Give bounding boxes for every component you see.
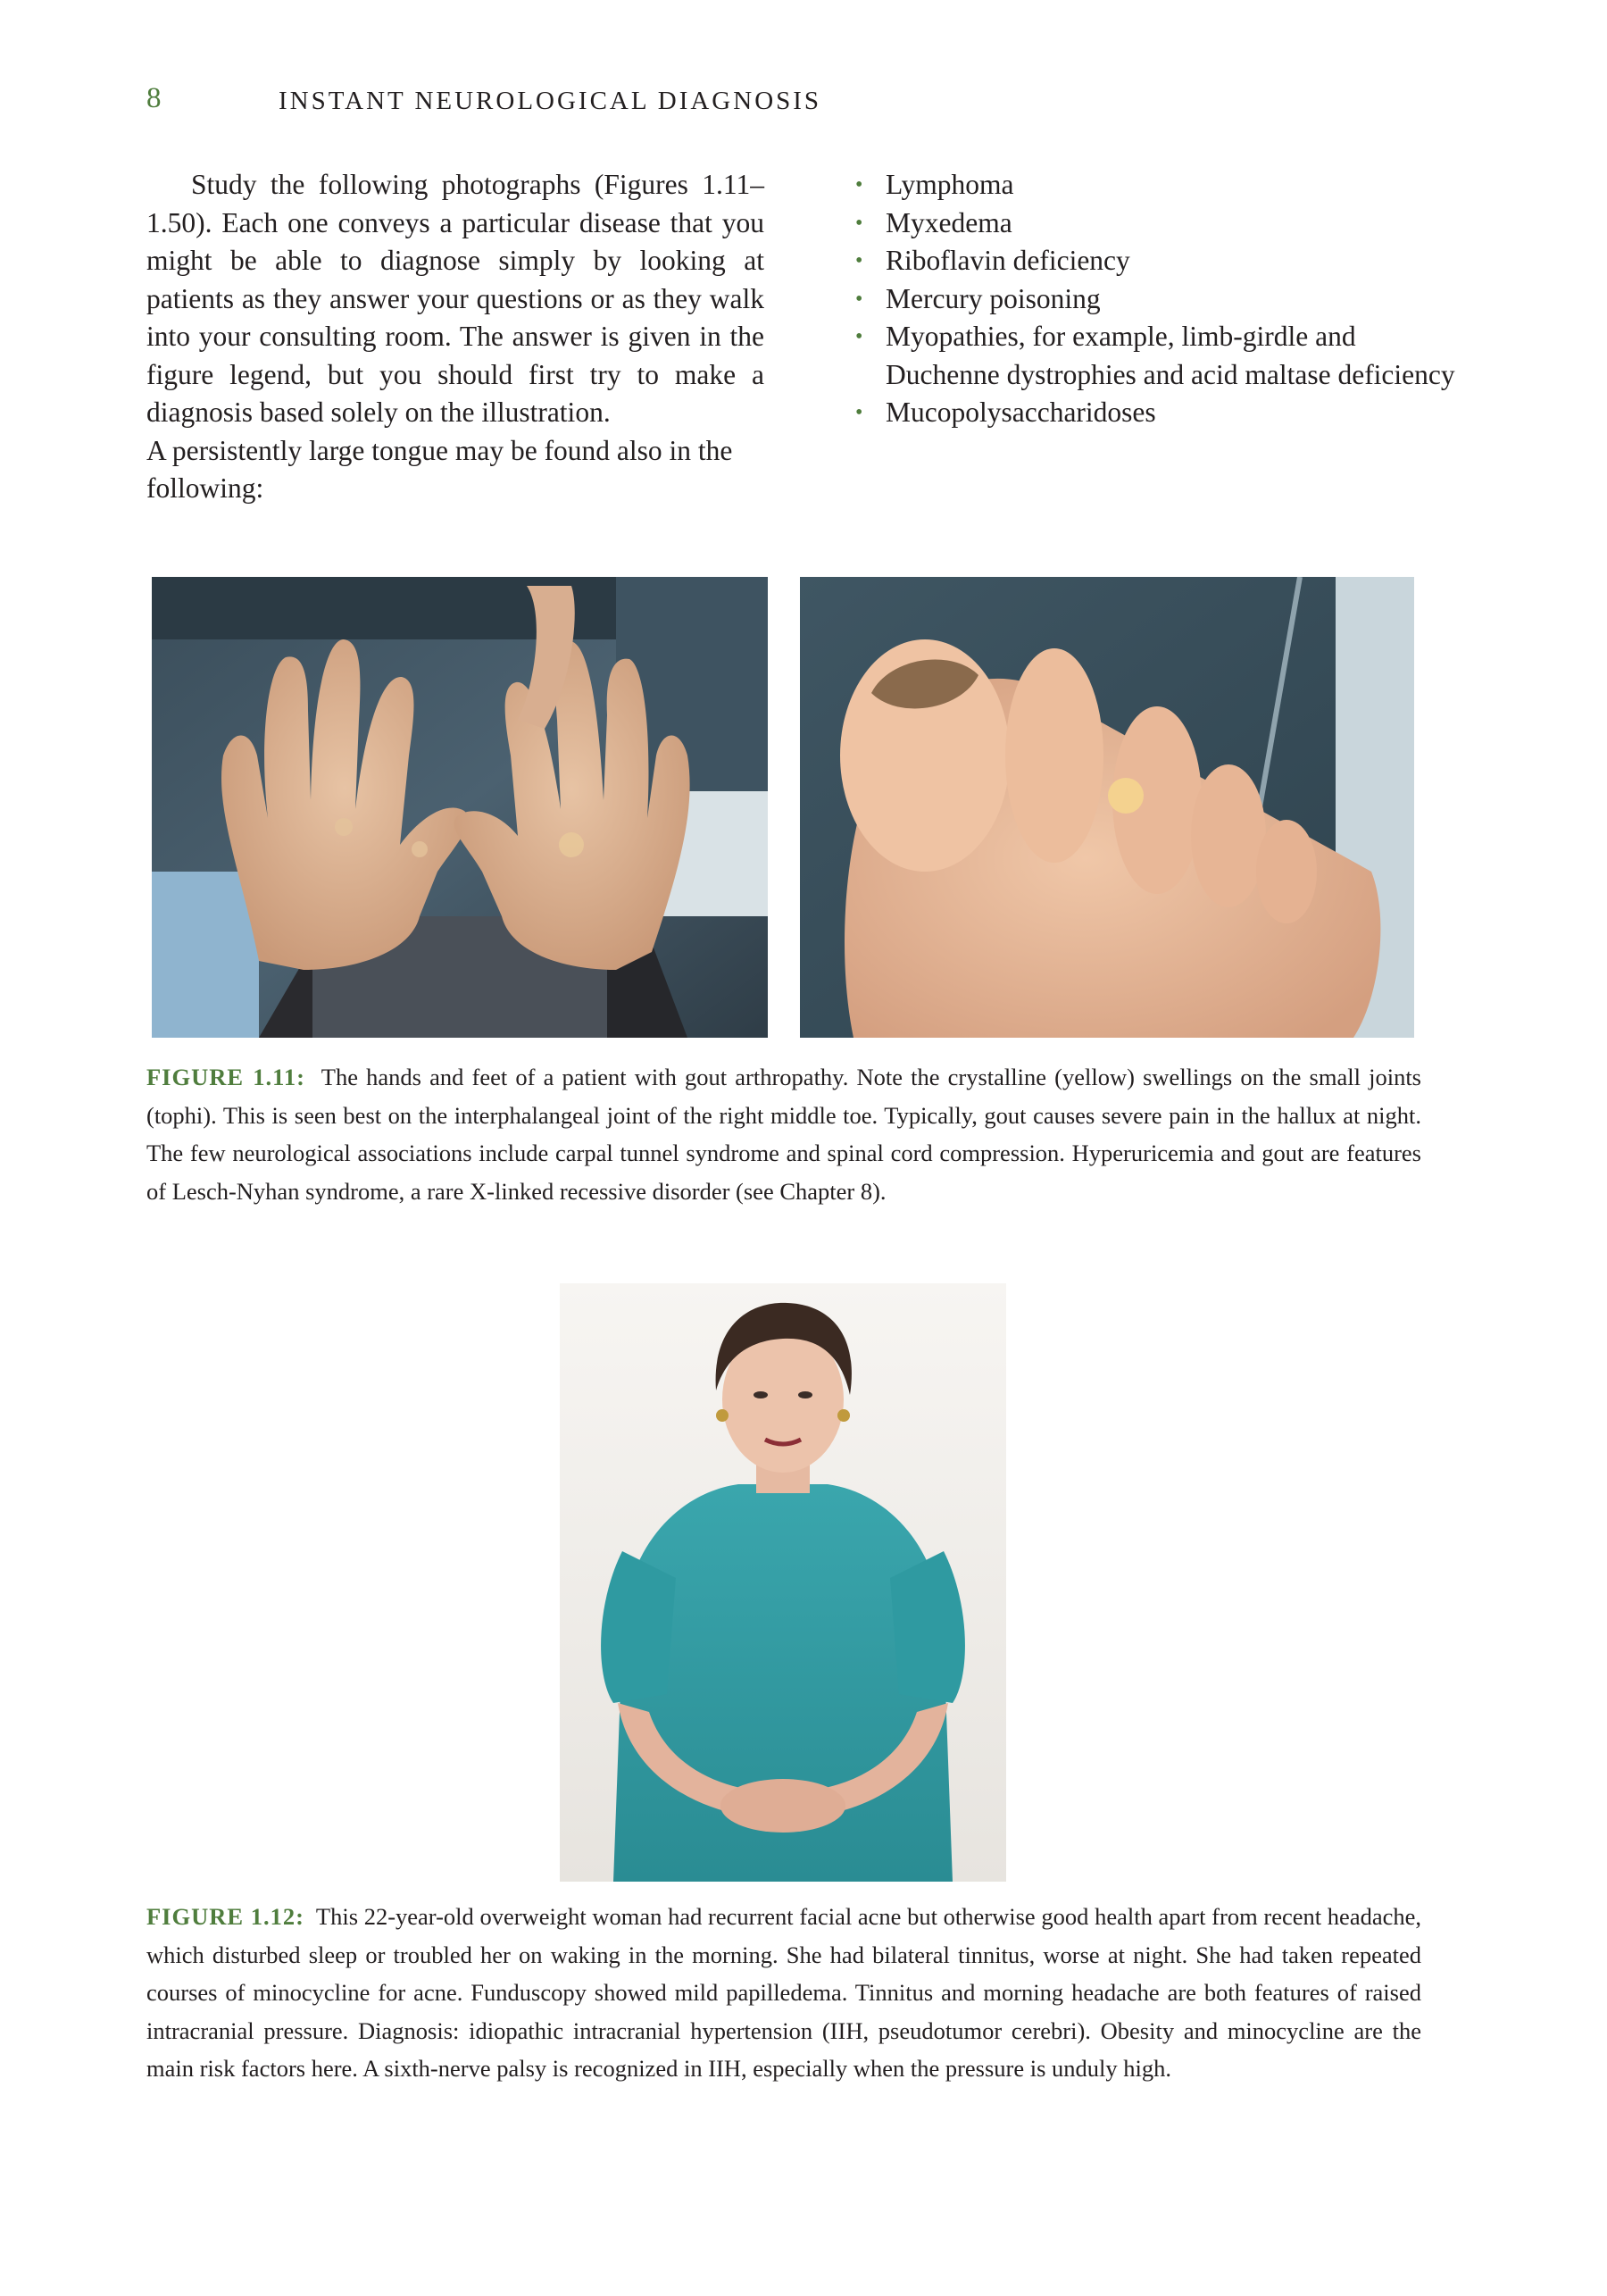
list-item: • Myopathies, for example, limb-girdle and Duchenne dystrophies and acid maltase deficiency bbox=[848, 318, 1473, 394]
large-tongue-list bbox=[848, 166, 1473, 432]
intro-column bbox=[146, 166, 764, 508]
figure-label: FIGURE 1.12: bbox=[146, 1903, 304, 1930]
bullet-icon: • bbox=[855, 325, 863, 348]
gout-foot-photo bbox=[800, 577, 1414, 1038]
figure-1-12-caption bbox=[146, 1898, 1421, 2088]
bullet-icon: • bbox=[855, 401, 863, 424]
running-title: INSTANT NEUROLOGICAL DIAGNOSIS bbox=[279, 87, 822, 115]
seated-woman-illustration bbox=[560, 1283, 1006, 1882]
large-tongue-list-column bbox=[848, 166, 1473, 432]
bullet-icon: • bbox=[855, 249, 863, 272]
intro-paragraph: Study the following photographs (Figures 1.11–1.50). Each one conveys a particular disease that you might be able to diagnose simply by looking at patients as they answer your questions or as they walk into your consulting room. The answer is given in the figure legend, but you should first try to make a diagnosis based solely on the illustration. bbox=[146, 169, 764, 428]
iih-woman-photo bbox=[560, 1283, 1006, 1882]
figure-1-11-caption bbox=[146, 1058, 1421, 1210]
foot-illustration bbox=[800, 577, 1414, 1038]
hands-illustration bbox=[152, 577, 768, 1038]
figure-caption-text: This 22-year-old overweight woman had recurrent facial acne but otherwise good health apart from recent headache, which disturbed sleep or troubled her on waking in the morning. She had bilateral tinnitus, worse at night. She had taken repeated courses of minocycline for acne. Funduscopy showed mild papilledema. Tinnitus and morning headache are both features of raised intracranial pressure. Diagnosis: idiopathic intracranial hypertension (IIH, pseudotumor cerebri). Obesity and minocycline are the main risk factors here. A sixth-nerve palsy is recognized in IIH, especially when the pressure is unduly high. bbox=[146, 1903, 1421, 2082]
list-item: • Mucopolysaccharidoses bbox=[848, 394, 1473, 432]
gout-hands-photo bbox=[152, 577, 768, 1038]
bullet-icon: • bbox=[855, 211, 863, 235]
list-item: • Lymphoma bbox=[848, 166, 1473, 205]
bullet-icon: • bbox=[855, 173, 863, 196]
large-tongue-lead-in: A persistently large tongue may be found also in the following: bbox=[146, 434, 733, 504]
page-number: 8 bbox=[146, 82, 162, 114]
figure-label: FIGURE 1.11: bbox=[146, 1064, 305, 1090]
list-item: • Riboflavin deficiency bbox=[848, 242, 1473, 280]
list-item: • Myxedema bbox=[848, 205, 1473, 243]
figure-caption-text: The hands and feet of a patient with gout arthropathy. Note the crystalline (yellow) swellings on the small joints (tophi). This is seen best on the interphalangeal joint of the right middle toe. Typically, gout causes severe pain in the hallux at night. The few neurological associations include carpal tunnel syndrome and spinal cord compression. Hyperuricemia and gout are features of Lesch-Nyhan syndrome, a rare X-linked recessive disorder (see Chapter 8). bbox=[146, 1064, 1421, 1205]
list-item: • Mercury poisoning bbox=[848, 280, 1473, 319]
bullet-icon: • bbox=[855, 287, 863, 311]
